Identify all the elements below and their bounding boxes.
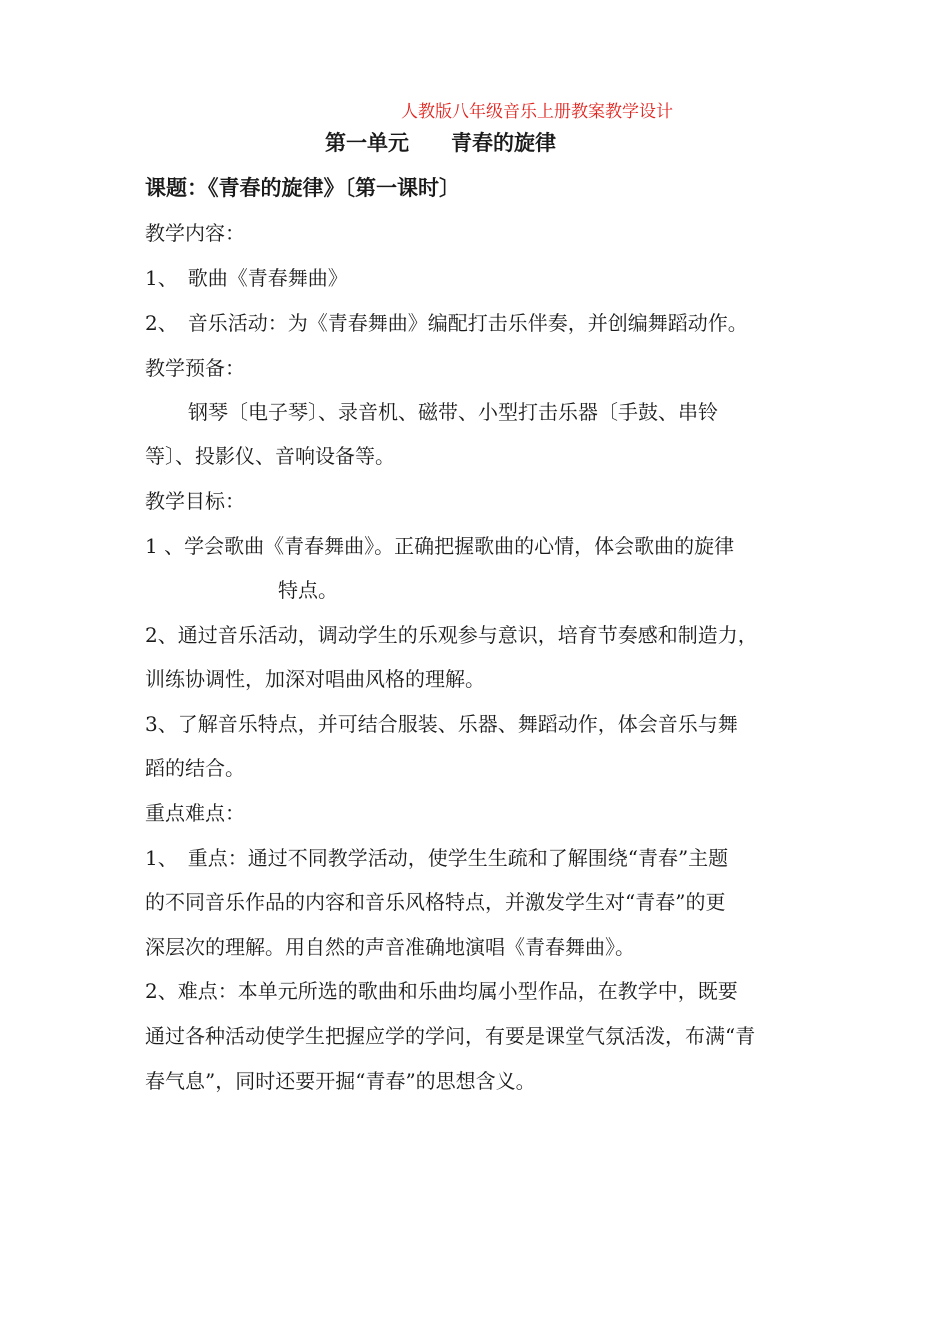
content-heading: 教学内容： bbox=[145, 221, 245, 245]
key-1-line1: 1、 重点：通过不同教学活动，使学生生疏和了解围绕“青春”主题 bbox=[145, 846, 729, 870]
goal-2-line1: 2、通过音乐活动，调动学生的乐观参与意识，培育节奏感和制造力， bbox=[145, 623, 758, 647]
unit-title: 第一单元 青春的旋律 bbox=[325, 130, 556, 155]
key-2-line1: 2、难点：本单元所选的歌曲和乐曲均属小型作品，在教学中，既要 bbox=[145, 979, 738, 1003]
content-item-2: 2、 音乐活动：为《青春舞曲》编配打击乐伴奏，并创编舞蹈动作。 bbox=[145, 311, 748, 335]
key-1-line2: 的不同音乐作品的内容和音乐风格特点，并激发学生对“青春”的更 bbox=[145, 890, 726, 914]
key-1-line3: 深层次的理解。用自然的声音准确地演唱《青春舞曲》。 bbox=[145, 935, 635, 959]
lesson-title: 课题：《青春的旋律》〔第一课时〕 bbox=[145, 175, 460, 200]
content-item-1: 1、 歌曲《青春舞曲》 bbox=[145, 266, 348, 290]
key-2-line3: 春气息”，同时还要开掘“青春”的思想含义。 bbox=[145, 1069, 536, 1093]
goal-3-line1: 3、了解音乐特点，并可结合服装、乐器、舞蹈动作，体会音乐与舞 bbox=[145, 712, 738, 736]
key-heading: 重点难点： bbox=[145, 801, 245, 825]
prep-heading: 教学预备： bbox=[145, 356, 245, 380]
goals-heading: 教学目标： bbox=[145, 489, 245, 513]
key-2-line2: 通过各种活动使学生把握应学的学问，有要是课堂气氛活泼，布满“青 bbox=[145, 1024, 756, 1048]
goal-1-line1: 1 、学会歌曲《青春舞曲》。正确把握歌曲的心情，体会歌曲的旋律 bbox=[145, 534, 735, 558]
prep-text-line2: 等〕、投影仪、音响设备等。 bbox=[145, 444, 395, 468]
prep-text-line1: 钢琴〔电子琴〕、录音机、磁带、小型打击乐器〔手鼓、串铃 bbox=[188, 400, 718, 424]
goal-3-line2: 蹈的结合。 bbox=[145, 756, 245, 780]
goal-1-line2: 特点。 bbox=[278, 578, 338, 602]
goal-2-line2: 训练协调性，加深对唱曲风格的理解。 bbox=[145, 667, 485, 691]
document-header: 人教版八年级音乐上册教案教学设计 bbox=[401, 102, 673, 122]
